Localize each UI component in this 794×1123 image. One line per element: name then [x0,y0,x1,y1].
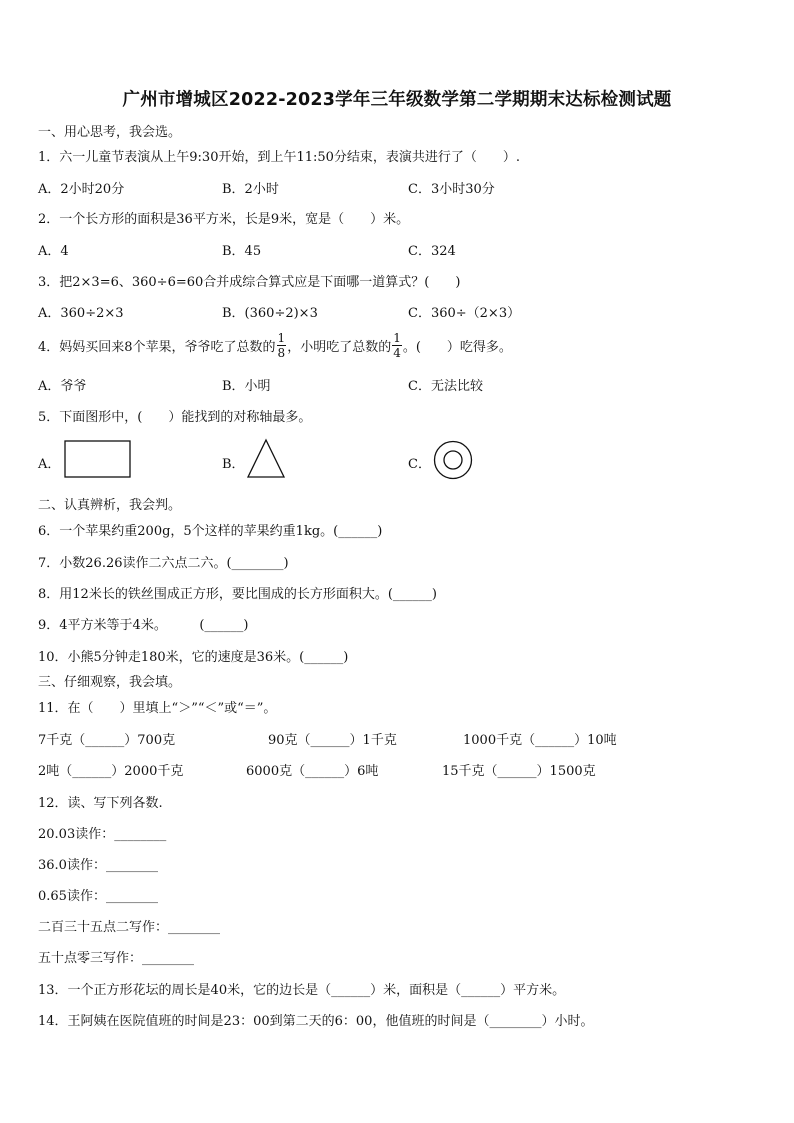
question-2-stem: 2．一个长方形的面积是36平方米，长是9米，宽是（ ）米。 [38,212,410,227]
question-1-stem: 1．六一儿童节表演从上午9:30开始，到上午11:50分结束，表演共进行了（ ）. [38,150,521,165]
question-5-option-a: A． [38,457,61,472]
question-4-option-a: A．爷爷 [38,379,87,394]
question-12-stem: 12．读、写下列各数. [38,796,163,811]
question-12-item: 五十点零三写作：________ [38,951,195,966]
question-5-stem: 5．下面图形中，( ）能找到的对称轴最多。 [38,410,312,425]
question-5-option-c: C． [408,457,431,472]
fraction-denominator: 8 [277,345,286,360]
question-4-option-c: C．无法比较 [408,379,483,394]
question-12-item: 0.65读作：________ [38,889,158,904]
fraction-numerator: 1 [277,330,286,345]
question-4-text-1: 4．妈妈买回来8个苹果，爷爷吃了总数的 [38,339,276,355]
question-1-option-c: C．3小时30分 [408,182,495,197]
question-12-item: 36.0读作：________ [38,858,158,873]
question-13: 13．一个正方形花坛的周长是40米，它的边长是（______）米，面积是（______）平方米。 [38,983,566,998]
question-11-item: 1000千克（______）10吨 [463,733,617,748]
question-2-option-b: B．45 [222,244,262,259]
question-10: 10．小熊5分钟走180米，它的速度是36米。(______) [38,650,349,665]
question-4-text-2: ，小明吃了总数的 [287,339,392,355]
question-1-option-b: B．2小时 [222,182,279,197]
page-title: 广州市增城区2022-2023学年三年级数学第二学期期末达标检测试题 [122,90,672,110]
question-5-option-b: B． [222,457,245,472]
fraction-one-eighth [277,332,287,359]
question-12-item: 20.03读作：________ [38,827,167,842]
question-1-option-a: A．2小时20分 [38,182,125,197]
question-11-item: 90克（______）1千克 [268,733,397,748]
question-11-stem: 11．在（ ）里填上“＞”“＜”或“＝”。 [38,701,277,716]
question-4-stem [38,326,512,364]
question-11-item: 7千克（______）700克 [38,733,176,748]
question-11-item: 6000克（______）6吨 [246,764,379,779]
concentric-circles-shape [433,440,475,482]
question-14: 14．王阿姨在医院值班的时间是23：00到第二天的6：00，他值班的时间是（________）小时。 [38,1014,594,1029]
question-4-text-3: 。( ）吃得多。 [402,339,512,355]
fraction-one-quarter [392,332,402,359]
fraction-numerator: 1 [393,330,401,345]
question-2-option-a: A．4 [38,244,69,259]
question-3-option-c: C．360÷（2×3） [408,306,521,321]
question-3-option-a: A．360÷2×3 [38,306,124,321]
question-9: 9．4平方米等于4米。 (______) [38,618,249,633]
question-2-option-c: C．324 [408,244,456,259]
question-7: 7．小数26.26读作二六点二六。(________) [38,556,289,571]
question-3-stem: 3．把2×3=6、360÷6=60合并成综合算式应是下面哪一道算式？( ) [38,275,461,290]
question-8: 8．用12米长的铁丝围成正方形，要比围成的长方形面积大。(______) [38,587,437,602]
section-1-heading: 一、用心思考，我会选。 [38,125,182,140]
question-11-item: 2吨（______）2000千克 [38,764,184,779]
triangle-shape [247,438,287,480]
question-6: 6．一个苹果约重200g，5个这样的苹果约重1kg。(______) [38,524,383,539]
question-4-option-b: B．小明 [222,379,271,394]
fraction-denominator: 4 [393,345,401,360]
rectangle-shape [64,440,132,478]
question-11-item: 15千克（______）1500克 [442,764,596,779]
question-3-option-b: B．(360÷2)×3 [222,306,318,321]
section-2-heading: 二、认真辨析，我会判。 [38,498,182,513]
question-12-item: 二百三十五点二写作：________ [38,920,221,935]
section-3-heading: 三、仔细观察，我会填。 [38,675,182,690]
